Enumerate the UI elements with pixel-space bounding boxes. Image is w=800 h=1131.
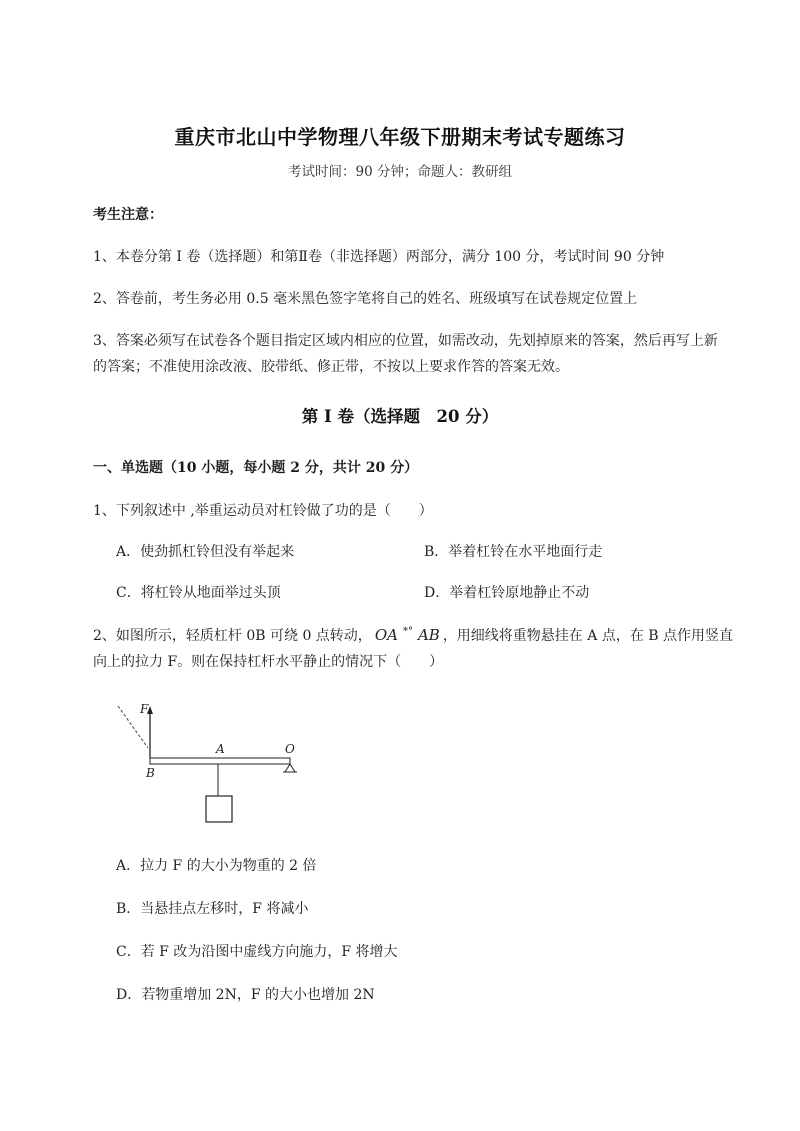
document-subtitle: 考试时间：90 分钟；命题人：教研组 [288, 164, 512, 180]
pivot-icon [285, 764, 295, 772]
question-1-option-c: C．将杠铃从地面举过头顶 [116, 585, 281, 601]
question-2-option-b: B．当悬挂点左移时，F 将减小 [116, 901, 309, 917]
question-2-option-d: D．若物重增加 2N，F 的大小也增加 2N [116, 987, 375, 1003]
math-oa: OA [374, 626, 398, 644]
question-2-stem-line-1 [93, 625, 733, 645]
notice-item-2: 2、答卷前，考生务必用 0.5 毫米黑色签字笔将自己的姓名、班级填写在试卷规定位置上 [93, 291, 638, 307]
lever-bar [150, 758, 290, 764]
question-1-stem: 1、下列叙述中 ,举重运动员对杠铃做了功的是（ ） [93, 503, 433, 519]
notice-item-3-line-1: 3、答案必须写在试卷各个题目指定区域内相应的位置，如需改动，先划掉原来的答案，然后再写上新 [93, 333, 718, 349]
section-title: 第 I 卷（选择题 20 分） [301, 407, 499, 426]
label-b: B [146, 766, 155, 780]
lever-figure-svg [110, 700, 310, 830]
question-2-option-a: A．拉力 F 的大小为物重的 2 倍 [116, 858, 317, 874]
label-o: O [285, 742, 295, 756]
notice-item-3-line-2: 的答案；不准使用涂改液、胶带纸、修正带，不按以上要求作答的答案无效。 [93, 359, 569, 375]
notice-item-1: 1、本卷分第 I 卷（选择题）和第Ⅱ卷（非选择题）两部分，满分 100 分，考试时间 90 分钟 [93, 249, 665, 265]
question-1-option-a: A．使劲抓杠铃但没有举起来 [116, 544, 295, 560]
question-1-option-d: D．举着杠铃原地静止不动 [424, 585, 590, 601]
question-2-option-c: C．若 F 改为沿图中虚线方向施力，F 将增大 [116, 944, 398, 960]
question-2-stem-post: ，用细线将重物悬挂在 A 点，在 B 点作用竖直 [442, 628, 734, 644]
weight-block [206, 796, 232, 822]
question-2-stem-line-2: 向上的拉力 F。则在保持杠杆水平静止的情况下（ ） [93, 654, 444, 670]
question-1-option-b: B．举着杠铃在水平地面行走 [424, 544, 603, 560]
label-f: F [140, 702, 149, 716]
document-title: 重庆市北山中学物理八年级下册期末考试专题练习 [174, 125, 626, 149]
question-2-stem-pre: 2、如图所示，轻质杠杆 0B 可绕 0 点转动， [93, 628, 372, 644]
lever-diagram [110, 700, 310, 830]
part-heading: 一、单选题（10 小题，每小题 2 分，共计 20 分） [93, 460, 419, 476]
notice-heading: 考生注意： [93, 207, 163, 223]
math-relation-symbol: *° [402, 626, 413, 637]
math-ab: AB [417, 626, 440, 644]
label-a: A [216, 742, 225, 756]
